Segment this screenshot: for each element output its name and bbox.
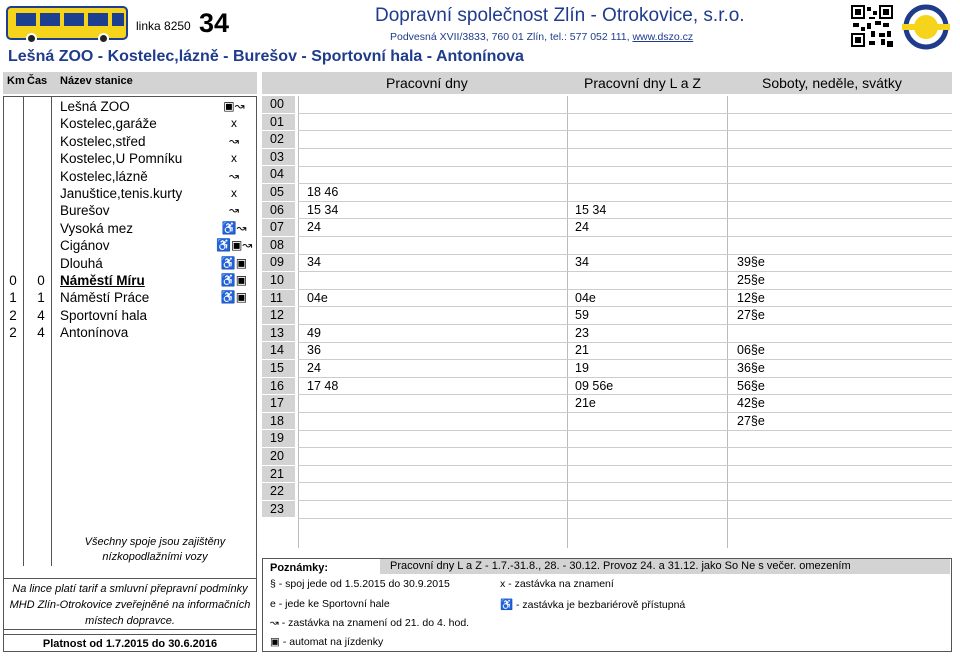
- station-km: [4, 255, 22, 272]
- hour-cell: 04: [262, 166, 295, 183]
- note-item: ♿ - zastávka je bezbariérově přístupná: [500, 599, 686, 611]
- hour-cell: 18: [262, 413, 295, 430]
- station-symbols-icon: x: [231, 186, 237, 200]
- weekend-minutes: 39§e: [737, 255, 765, 270]
- hour-cell: 00: [262, 96, 295, 113]
- station-km: [4, 185, 22, 202]
- weekend-minutes: 25§e: [737, 273, 765, 287]
- station-km: [4, 237, 22, 254]
- station-symbols-icon: ↝: [228, 203, 240, 218]
- workday-laz-minutes: 59: [575, 308, 589, 323]
- weekend-minutes: 06§e: [737, 343, 765, 358]
- line-label: linka 8250: [136, 19, 191, 33]
- station-time: [32, 237, 50, 254]
- weekend-minutes: 36§e: [737, 361, 765, 375]
- note-item: e - jede ke Sportovní hale: [270, 598, 390, 610]
- station-km: 2: [9, 307, 17, 323]
- station-symbols-icon: ↝: [228, 168, 240, 183]
- hour-cell: 12: [262, 307, 295, 324]
- workday-laz-minutes: 21e: [575, 396, 596, 411]
- station-name-header: Název stanice: [60, 75, 133, 87]
- hour-cell: 19: [262, 430, 295, 447]
- note-item: ↝ - zastávka na znamení od 21. do 4. hod.: [270, 617, 470, 629]
- station-name: Dlouhá: [60, 255, 103, 271]
- note-item: § - spoj jede od 1.5.2015 do 30.9.2015: [270, 578, 450, 590]
- hour-cell: 09: [262, 254, 295, 271]
- station-time: [32, 115, 50, 132]
- website-link[interactable]: www.dszo.cz: [632, 31, 694, 43]
- station-time: 0: [37, 273, 45, 288]
- workday-laz-minutes: 15 34: [575, 202, 607, 217]
- workday-laz-minutes: 21: [575, 343, 589, 358]
- weekend-header: Soboty, neděle, svátky: [762, 75, 902, 91]
- company-name: Dopravní společnost Zlín - Otrokovice, s.r.o.: [375, 5, 745, 26]
- station-symbols-icon: x: [231, 151, 237, 166]
- station-km: [4, 133, 22, 150]
- station-symbols-icon: ♿↝: [221, 220, 247, 235]
- station-time: [32, 202, 50, 219]
- station-name: Sportovní hala: [60, 307, 148, 323]
- station-header: [3, 72, 257, 94]
- station-km: [4, 115, 22, 132]
- weekend-minutes: 27§e: [737, 413, 765, 428]
- station-symbols-icon: ↝: [228, 133, 240, 148]
- station-name: Kostelec,U Pomníku: [60, 151, 183, 167]
- workday-laz-minutes: 19: [575, 361, 589, 375]
- hour-cell: 10: [262, 272, 295, 289]
- hour-cell: 22: [262, 483, 295, 500]
- dszo-logo-icon: [898, 4, 954, 50]
- workday-minutes: 18 46: [307, 185, 339, 199]
- cas-header: Čas: [27, 75, 48, 87]
- workday-laz-minutes: 23: [575, 325, 589, 340]
- hour-cell: 07: [262, 219, 295, 236]
- weekend-minutes: 12§e: [737, 290, 765, 305]
- hour-cell: 15: [262, 360, 295, 377]
- line-number: 34: [199, 8, 230, 38]
- station-time: 4: [37, 325, 45, 341]
- validity-period: Platnost od 1.7.2015 do 30.6.2016: [3, 634, 257, 652]
- station-km: 0: [9, 273, 17, 288]
- qr-code-icon: [851, 5, 893, 47]
- station-time: [32, 220, 50, 237]
- station-symbols-icon: ♿▣: [220, 290, 248, 305]
- weekend-minutes: 56§e: [737, 378, 765, 393]
- station-time: 4: [37, 307, 45, 323]
- km-header: Km: [7, 75, 25, 87]
- station-symbols-icon: ♿▣: [220, 255, 248, 270]
- route-title: Lešná ZOO - Kostelec,lázně - Burešov - Sportovní hala - Antonínova: [8, 48, 524, 65]
- notes-label: Poznámky:: [270, 562, 329, 574]
- timetable-header: [262, 72, 952, 94]
- station-name: Kostelec,lázně: [60, 168, 148, 184]
- station-name: Antonínova: [60, 325, 129, 341]
- station-symbols-icon: [216, 307, 252, 324]
- station-name: Kostelec,střed: [60, 133, 146, 149]
- workday-minutes: 04e: [307, 290, 328, 305]
- station-name: Náměstí Míru: [60, 273, 145, 288]
- station-symbols-icon: [216, 324, 252, 341]
- station-km: [4, 98, 22, 115]
- tariff-note: Na lince platí tarif a smluvní přepravní podmínky MHD Zlín-Otrokovice zveřejněné na informačních místech dopravce.: [3, 578, 257, 630]
- station-time: [32, 255, 50, 272]
- low-floor-note: Všechny spoje jsou zajištěny nízkopodlažními vozy: [84, 536, 226, 563]
- weekend-minutes: 27§e: [737, 308, 765, 323]
- workday-minutes: 34: [307, 255, 321, 270]
- workdays-header: Pracovní dny: [386, 75, 468, 91]
- station-km: 2: [9, 325, 17, 341]
- hour-cell: 02: [262, 131, 295, 148]
- workday-minutes: 17 48: [307, 378, 339, 393]
- workday-laz-minutes: 04e: [575, 290, 596, 305]
- station-name: Lešná ZOO: [60, 99, 130, 114]
- workday-minutes: 49: [307, 325, 321, 340]
- station-name: Januštice,tenis.kurty: [60, 186, 183, 201]
- station-time: [32, 150, 50, 167]
- station-name: Kostelec,garáže: [60, 116, 157, 132]
- station-km: [4, 220, 22, 237]
- company-address: [390, 31, 693, 43]
- station-name: Burešov: [60, 203, 110, 219]
- hour-cell: 17: [262, 395, 295, 412]
- address-text: Podvesná XVII/3833, 760 01 Zlín, tel.: 577 052 111,: [390, 31, 633, 43]
- workdays-laz-header: Pracovní dny L a Z: [584, 75, 701, 91]
- station-symbols-icon: ▣↝: [223, 99, 245, 113]
- note-item: x - zastávka na znamení: [500, 578, 614, 590]
- station-name: Cigánov: [60, 238, 110, 254]
- station-symbols-icon: ♿▣↝: [216, 238, 253, 253]
- hour-cell: 05: [262, 184, 295, 201]
- workday-laz-minutes: 34: [575, 255, 589, 270]
- station-name: Náměstí Práce: [60, 290, 150, 306]
- weekend-minutes: 42§e: [737, 396, 765, 411]
- note-item: ▣ - automat na jízdenky: [270, 636, 384, 648]
- workday-minutes: 24: [307, 220, 321, 235]
- bus-logo: [6, 6, 128, 40]
- workday-minutes: 36: [307, 343, 321, 358]
- station-symbols-icon: x: [231, 116, 237, 131]
- station-time: [32, 168, 50, 185]
- station-time: [32, 98, 50, 115]
- hour-cell: 01: [262, 114, 295, 131]
- station-name: Vysoká mez: [60, 220, 134, 236]
- hour-cell: 11: [262, 290, 295, 307]
- workday-minutes: 24: [307, 361, 321, 375]
- hour-cell: 20: [262, 448, 295, 465]
- hour-cell: 21: [262, 466, 295, 483]
- station-symbols-icon: ♿▣: [220, 273, 248, 287]
- hour-cell: 06: [262, 202, 295, 219]
- station-time: [32, 185, 50, 202]
- station-km: [4, 150, 22, 167]
- hour-cell: 23: [262, 501, 295, 518]
- hour-cell: 13: [262, 325, 295, 342]
- hour-cell: 14: [262, 342, 295, 359]
- station-time: 1: [37, 290, 45, 306]
- hour-cell: 16: [262, 378, 295, 395]
- workday-minutes: 15 34: [307, 202, 339, 217]
- notes-service-bar: Pracovní dny L a Z - 1.7.-31.8., 28. - 30.12. Provoz 24. a 31.12. jako So Ne s večer. omezením: [380, 559, 950, 574]
- station-time: [32, 133, 50, 150]
- hour-cell: 03: [262, 149, 295, 166]
- station-km: [4, 202, 22, 219]
- station-km: 1: [9, 290, 17, 306]
- station-km: [4, 168, 22, 185]
- workday-laz-minutes: 24: [575, 220, 589, 235]
- hour-cell: 08: [262, 237, 295, 254]
- workday-laz-minutes: 09 56e: [575, 378, 614, 393]
